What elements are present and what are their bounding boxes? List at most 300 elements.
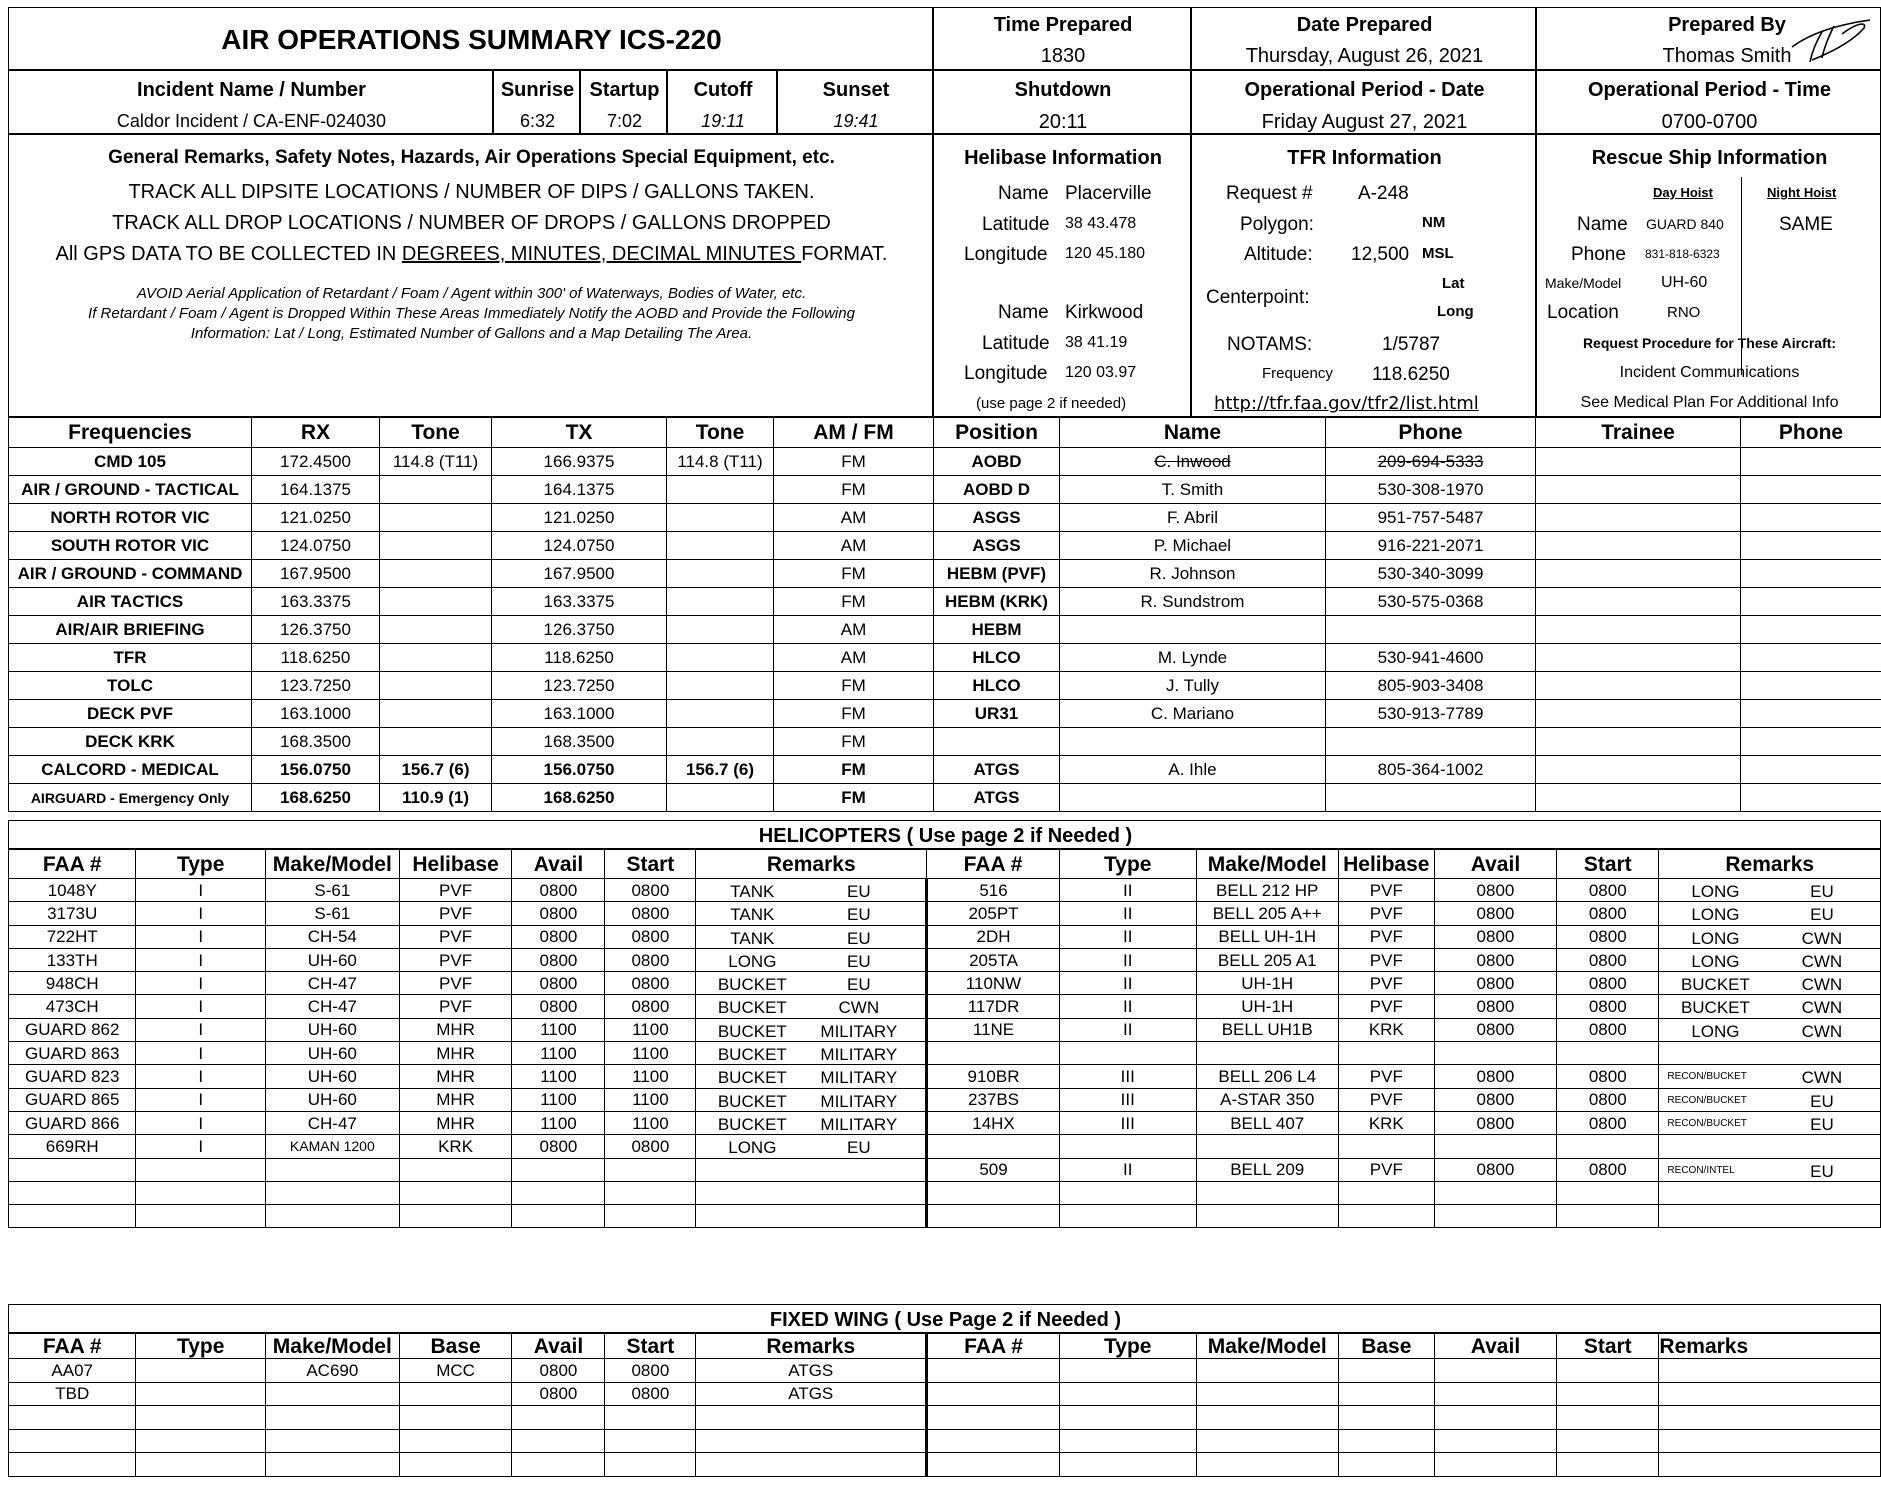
table-cell[interactable]: PVF [399, 948, 512, 971]
table-cell[interactable] [9, 1158, 136, 1181]
table-cell[interactable]: PVF [1338, 1158, 1434, 1181]
table-cell[interactable] [1434, 1042, 1556, 1065]
incident-value[interactable]: Caldor Incident / CA-ENF-024030 [116, 111, 387, 131]
table-cell[interactable]: MHR [399, 1042, 512, 1065]
table-cell[interactable]: 0800 [605, 1135, 696, 1158]
table-cell[interactable]: II [1059, 925, 1196, 948]
table-cell[interactable] [1659, 1453, 1881, 1477]
table-cell[interactable]: 0800 [1434, 1088, 1556, 1111]
table-cell[interactable] [1338, 1181, 1434, 1204]
remarks-cell[interactable] [1659, 902, 1881, 925]
table-cell[interactable]: AC690 [265, 1359, 399, 1383]
table-cell[interactable]: II [1059, 972, 1196, 995]
table-cell[interactable]: PVF [1338, 1065, 1434, 1088]
table-cell[interactable]: 722HT [9, 925, 136, 948]
remarks-cell[interactable] [1659, 948, 1881, 971]
remarks-cell[interactable] [1659, 972, 1881, 995]
table-cell[interactable] [512, 1429, 605, 1453]
table-cell[interactable]: TBD [9, 1382, 136, 1406]
table-cell[interactable] [927, 1181, 1060, 1204]
table-cell[interactable]: 0800 [1557, 1088, 1659, 1111]
tfr-block: TFR Information Request # A-248 Polygon: NM Altitude: 12,500 MSL Centerpoint: Lat Long NOTAMS: 1/5787 Frequency 118.6250 http://tfr.faa.gov/tfr2/list.html [1191, 134, 1536, 417]
table-cell[interactable]: GUARD 863 [9, 1042, 136, 1065]
remarks-cell[interactable] [1659, 995, 1881, 1018]
table-cell[interactable] [1434, 1382, 1556, 1406]
table-cell[interactable] [1196, 1406, 1338, 1430]
table-cell[interactable] [1059, 1382, 1196, 1406]
table-cell[interactable]: 948CH [9, 972, 136, 995]
table-cell[interactable]: 0800 [1434, 1018, 1556, 1041]
table-cell[interactable]: I [136, 1042, 266, 1065]
table-cell[interactable]: 1100 [512, 1065, 605, 1088]
table-cell[interactable] [9, 1453, 136, 1477]
table-cell[interactable]: III [1059, 1065, 1196, 1088]
table-cell[interactable]: I [136, 925, 266, 948]
table-cell[interactable] [265, 1429, 399, 1453]
table-cell[interactable]: GUARD 862 [9, 1018, 136, 1041]
table-cell[interactable]: I [136, 972, 266, 995]
table-cell[interactable] [1434, 1429, 1556, 1453]
table-cell[interactable]: 0800 [512, 948, 605, 971]
remarks-cell[interactable] [1659, 1135, 1881, 1158]
table-cell[interactable]: PVF [399, 972, 512, 995]
remarks-cell[interactable] [696, 995, 927, 1018]
remarks-cell[interactable] [1659, 1018, 1881, 1041]
table-cell[interactable] [1434, 1359, 1556, 1383]
table-cell[interactable] [1557, 1429, 1659, 1453]
table-cell[interactable]: III [1059, 1088, 1196, 1111]
table-cell[interactable]: GUARD 865 [9, 1088, 136, 1111]
remarks-cell[interactable] [696, 1158, 927, 1181]
table-cell[interactable]: S-61 [265, 902, 399, 925]
prepared-by-value[interactable]: Thomas Smith [1662, 45, 1792, 67]
table-cell[interactable] [1059, 1429, 1196, 1453]
table-cell[interactable]: 0800 [1557, 1111, 1659, 1134]
table-cell[interactable] [265, 1406, 399, 1430]
table-cell[interactable] [1557, 1382, 1659, 1406]
table-cell[interactable] [1659, 1429, 1881, 1453]
table-cell[interactable]: 0800 [605, 1359, 696, 1383]
table-cell[interactable] [1434, 1453, 1556, 1477]
table-cell[interactable]: 0800 [1557, 995, 1659, 1018]
table-cell[interactable]: BELL 212 HP [1196, 879, 1338, 902]
table-cell[interactable] [927, 1429, 1060, 1453]
remarks-cell[interactable] [1659, 1181, 1881, 1204]
table-cell[interactable]: I [136, 948, 266, 971]
table-cell[interactable]: 1048Y [9, 879, 136, 902]
table-cell[interactable] [1059, 1359, 1196, 1383]
table-cell[interactable]: 0800 [512, 925, 605, 948]
table-cell[interactable]: II [1059, 1018, 1196, 1041]
table-cell[interactable]: UH-60 [265, 948, 399, 971]
table-cell[interactable]: 1100 [605, 1065, 696, 1088]
table-cell[interactable] [1196, 1205, 1338, 1228]
remarks-cell[interactable] [1659, 1158, 1881, 1181]
table-cell[interactable] [927, 1042, 1060, 1065]
table-cell[interactable] [605, 1406, 696, 1430]
table-cell[interactable] [1059, 1406, 1196, 1430]
table-cell[interactable]: ATGS [696, 1382, 927, 1406]
date-prepared-value[interactable]: Thursday, August 26, 2021 [1245, 45, 1484, 67]
table-cell[interactable] [399, 1158, 512, 1181]
table-cell[interactable]: MHR [399, 1065, 512, 1088]
table-cell[interactable] [605, 1205, 696, 1228]
table-cell[interactable] [1557, 1181, 1659, 1204]
table-cell[interactable]: KRK [399, 1135, 512, 1158]
table-cell[interactable]: 110NW [927, 972, 1060, 995]
table-cell[interactable] [1196, 1135, 1338, 1158]
table-cell[interactable]: I [136, 1088, 266, 1111]
table-cell[interactable]: 0800 [1434, 902, 1556, 925]
table-cell[interactable] [696, 1453, 927, 1477]
table-cell[interactable]: 0800 [512, 879, 605, 902]
table-cell[interactable] [399, 1205, 512, 1228]
table-cell[interactable]: ATGS [696, 1359, 927, 1383]
table-cell[interactable]: 1100 [512, 1088, 605, 1111]
table-cell[interactable]: 1100 [605, 1042, 696, 1065]
table-cell[interactable]: UH-60 [265, 1088, 399, 1111]
table-cell[interactable]: UH-60 [265, 1065, 399, 1088]
remarks-cell[interactable] [696, 879, 927, 902]
table-cell[interactable]: AA07 [9, 1359, 136, 1383]
table-cell[interactable]: II [1059, 948, 1196, 971]
table-cell[interactable]: 669RH [9, 1135, 136, 1158]
table-cell[interactable] [1659, 1359, 1881, 1383]
table-cell[interactable]: 2DH [927, 925, 1060, 948]
table-cell[interactable]: CH-54 [265, 925, 399, 948]
table-cell[interactable] [136, 1429, 266, 1453]
table-cell[interactable]: KAMAN 1200 [265, 1135, 399, 1158]
table-cell[interactable]: PVF [399, 902, 512, 925]
table-cell[interactable] [1196, 1042, 1338, 1065]
remarks-cell[interactable] [1659, 1205, 1881, 1228]
table-cell[interactable]: KRK [1338, 1111, 1434, 1134]
remarks-status: EU [1810, 905, 1834, 925]
table-cell[interactable] [1338, 1359, 1434, 1383]
remarks-kind: BUCKET [717, 1045, 787, 1065]
table-cell[interactable] [1059, 1042, 1196, 1065]
table-row: ASGS P. Michael 916-221-2071 [934, 532, 1881, 560]
table-cell[interactable] [1059, 1181, 1196, 1204]
table-cell[interactable] [9, 1429, 136, 1453]
table-cell[interactable]: 0800 [512, 995, 605, 1018]
table-cell[interactable] [1196, 1453, 1338, 1477]
table-cell[interactable] [1338, 1382, 1434, 1406]
table-cell[interactable]: I [136, 1135, 266, 1158]
table-cell[interactable] [927, 1382, 1060, 1406]
table-cell[interactable] [696, 1406, 927, 1430]
table-cell[interactable]: 3173U [9, 902, 136, 925]
table-cell[interactable]: 237BS [927, 1088, 1060, 1111]
table-cell[interactable]: 0800 [1434, 1111, 1556, 1134]
table-cell[interactable]: II [1059, 995, 1196, 1018]
table-cell[interactable]: 0800 [512, 972, 605, 995]
table-cell[interactable]: 0800 [1434, 1158, 1556, 1181]
remarks-status: CWN [1801, 928, 1843, 948]
table-cell[interactable] [1557, 1042, 1659, 1065]
table-cell[interactable]: GUARD 866 [9, 1111, 136, 1134]
table-cell[interactable]: I [136, 1111, 266, 1134]
table-cell[interactable]: 0800 [1557, 1158, 1659, 1181]
table-cell[interactable] [1338, 1406, 1434, 1430]
table-cell[interactable]: III [1059, 1111, 1196, 1134]
table-cell[interactable]: 0800 [512, 1382, 605, 1406]
table-cell[interactable]: MCC [399, 1359, 512, 1383]
remarks-cell[interactable] [696, 1042, 927, 1065]
table-cell[interactable]: 0800 [605, 925, 696, 948]
table-row [9, 1158, 1881, 1181]
table-cell[interactable]: PVF [1338, 995, 1434, 1018]
table-cell[interactable]: 0800 [512, 1359, 605, 1383]
remarks-cell[interactable] [1659, 1042, 1881, 1065]
table-cell[interactable]: BELL 209 [1196, 1158, 1338, 1181]
table-cell[interactable] [9, 1181, 136, 1204]
table-cell[interactable] [136, 1453, 266, 1477]
table-cell[interactable] [1059, 1453, 1196, 1477]
table-cell[interactable]: BELL 205 A++ [1196, 902, 1338, 925]
startup-block: Startup 7:02 [580, 70, 667, 134]
table-cell[interactable]: 0800 [1434, 995, 1556, 1018]
table-cell[interactable] [1196, 1429, 1338, 1453]
table-cell[interactable] [512, 1453, 605, 1477]
table-cell[interactable]: 0800 [605, 879, 696, 902]
table-cell[interactable] [265, 1181, 399, 1204]
table-cell[interactable]: II [1059, 902, 1196, 925]
remarks-cell[interactable] [696, 1065, 927, 1088]
table-cell[interactable] [696, 1429, 927, 1453]
table-cell[interactable] [927, 1135, 1060, 1158]
table-cell[interactable]: A-STAR 350 [1196, 1088, 1338, 1111]
table-cell[interactable]: 0800 [1557, 972, 1659, 995]
table-cell[interactable]: 0800 [1434, 948, 1556, 971]
table-cell[interactable]: 0800 [605, 902, 696, 925]
table-cell[interactable]: 0800 [605, 948, 696, 971]
table-cell[interactable]: CH-47 [265, 995, 399, 1018]
table-cell[interactable]: S-61 [265, 879, 399, 902]
table-cell[interactable] [1557, 1406, 1659, 1430]
table-cell[interactable] [1338, 1429, 1434, 1453]
table-cell[interactable] [136, 1406, 266, 1430]
table-cell[interactable]: UH-60 [265, 1018, 399, 1041]
table-cell[interactable]: 0800 [1434, 879, 1556, 902]
table-cell[interactable]: PVF [1338, 925, 1434, 948]
table-cell[interactable]: 1100 [605, 1088, 696, 1111]
table-cell[interactable] [1434, 1406, 1556, 1430]
table-cell[interactable]: UH-1H [1196, 972, 1338, 995]
table-cell[interactable]: 0800 [1434, 972, 1556, 995]
table-cell[interactable]: I [136, 879, 266, 902]
table-cell[interactable]: II [1059, 1158, 1196, 1181]
remarks-cell[interactable] [696, 925, 927, 948]
table-cell[interactable]: PVF [1338, 879, 1434, 902]
remarks-cell[interactable] [696, 1135, 927, 1158]
table-cell[interactable] [1196, 1382, 1338, 1406]
table-cell[interactable] [605, 1453, 696, 1477]
table-cell[interactable] [9, 1406, 136, 1430]
table-cell[interactable] [1557, 1453, 1659, 1477]
table-cell[interactable]: BELL UH1B [1196, 1018, 1338, 1041]
remarks-cell[interactable] [1659, 1065, 1881, 1088]
table-cell[interactable]: 1100 [605, 1111, 696, 1134]
table-cell[interactable]: CH-47 [265, 1111, 399, 1134]
table-cell[interactable]: KRK [1338, 1018, 1434, 1041]
table-cell[interactable]: 0800 [512, 1135, 605, 1158]
remarks-kind: BUCKET [717, 1068, 787, 1088]
table-cell[interactable]: PVF [1338, 972, 1434, 995]
table-cell[interactable]: 910BR [927, 1065, 1060, 1088]
table-cell[interactable]: I [136, 995, 266, 1018]
table-cell[interactable] [136, 1158, 266, 1181]
table-cell[interactable] [1338, 1453, 1434, 1477]
table-row: AIR / GROUND - COMMAND 167.9500 167.9500 FM [9, 560, 934, 588]
table-cell[interactable]: PVF [1338, 902, 1434, 925]
table-cell[interactable] [1338, 1205, 1434, 1228]
table-cell[interactable] [399, 1181, 512, 1204]
table-cell[interactable]: 0800 [1557, 902, 1659, 925]
table-cell[interactable] [1434, 1181, 1556, 1204]
remarks-cell[interactable] [696, 1018, 927, 1041]
remarks-cell[interactable] [696, 1181, 927, 1204]
table-cell[interactable]: BELL UH-1H [1196, 925, 1338, 948]
table-cell[interactable]: 0800 [1557, 879, 1659, 902]
table-cell[interactable] [1659, 1382, 1881, 1406]
remarks-cell[interactable] [1659, 1111, 1881, 1134]
table-cell[interactable] [512, 1205, 605, 1228]
table-cell[interactable] [1059, 1205, 1196, 1228]
remarks-cell[interactable] [696, 948, 927, 971]
table-cell[interactable] [1059, 1135, 1196, 1158]
table-cell[interactable] [927, 1359, 1060, 1383]
table-cell[interactable]: BELL 407 [1196, 1111, 1338, 1134]
table-cell[interactable]: GUARD 823 [9, 1065, 136, 1088]
table-cell[interactable]: 11NE [927, 1018, 1060, 1041]
table-cell[interactable] [512, 1406, 605, 1430]
remarks-cell[interactable] [696, 1205, 927, 1228]
table-cell[interactable] [1196, 1181, 1338, 1204]
table-cell[interactable] [399, 1453, 512, 1477]
table-cell[interactable]: 509 [927, 1158, 1060, 1181]
table-cell[interactable] [265, 1158, 399, 1181]
tfr-link[interactable]: http://tfr.faa.gov/tfr2/list.html [1214, 393, 1479, 414]
remarks-status: EU [1810, 882, 1834, 901]
remarks-cell[interactable] [696, 902, 927, 925]
table-cell[interactable] [927, 1453, 1060, 1477]
table-cell[interactable] [605, 1158, 696, 1181]
time-prepared-value[interactable]: 1830 [1040, 45, 1086, 67]
table-cell[interactable] [9, 1205, 136, 1228]
table-cell[interactable] [265, 1205, 399, 1228]
table-row [9, 1429, 1881, 1453]
remarks-status: MILITARY [820, 1068, 898, 1088]
table-cell[interactable]: MHR [399, 1111, 512, 1134]
table-cell[interactable]: 205TA [927, 948, 1060, 971]
table-cell[interactable]: PVF [1338, 948, 1434, 971]
table-cell[interactable] [1338, 1042, 1434, 1065]
remarks-cell[interactable] [696, 1088, 927, 1111]
table-cell[interactable]: BELL 205 A1 [1196, 948, 1338, 971]
table-cell[interactable]: UH-1H [1196, 995, 1338, 1018]
table-cell[interactable] [1557, 1135, 1659, 1158]
table-cell[interactable] [512, 1158, 605, 1181]
table-cell[interactable]: 1100 [512, 1111, 605, 1134]
table-cell[interactable] [1557, 1205, 1659, 1228]
table-cell[interactable]: 516 [927, 879, 1060, 902]
table-cell[interactable] [136, 1382, 266, 1406]
table-cell[interactable]: MHR [399, 1088, 512, 1111]
table-cell[interactable] [1338, 1135, 1434, 1158]
table-cell[interactable] [605, 1181, 696, 1204]
table-cell[interactable]: CH-47 [265, 972, 399, 995]
table-cell[interactable]: 1100 [605, 1018, 696, 1041]
remarks-status: CWN [1801, 998, 1843, 1018]
table-cell[interactable]: 205PT [927, 902, 1060, 925]
table-cell[interactable] [1196, 1359, 1338, 1383]
table-cell[interactable] [136, 1205, 266, 1228]
table-cell[interactable] [399, 1429, 512, 1453]
table-cell[interactable]: I [136, 902, 266, 925]
table-cell[interactable] [1557, 1359, 1659, 1383]
table-cell[interactable] [927, 1205, 1060, 1228]
table-cell[interactable]: PVF [399, 879, 512, 902]
table-cell[interactable]: I [136, 1065, 266, 1088]
table-cell[interactable]: 14HX [927, 1111, 1060, 1134]
table-cell[interactable]: BELL 206 L4 [1196, 1065, 1338, 1088]
table-cell[interactable]: 0800 [512, 902, 605, 925]
table-cell[interactable]: MHR [399, 1018, 512, 1041]
remarks-cell[interactable] [696, 972, 927, 995]
table-cell[interactable]: 0800 [1434, 925, 1556, 948]
table-cell[interactable] [265, 1382, 399, 1406]
table-cell[interactable] [1434, 1135, 1556, 1158]
remarks-cell[interactable] [696, 1111, 927, 1134]
table-cell[interactable] [1659, 1406, 1881, 1430]
table-cell[interactable]: II [1059, 879, 1196, 902]
table-cell[interactable] [399, 1406, 512, 1430]
remarks-gps-line[interactable]: All GPS DATA TO BE COLLECTED IN DEGREES, MINUTES, DECIMAL MINUTES FORMAT. [55, 243, 888, 265]
table-cell[interactable]: PVF [399, 925, 512, 948]
table-cell[interactable]: 0800 [605, 1382, 696, 1406]
table-cell[interactable]: 1100 [512, 1018, 605, 1041]
table-cell[interactable]: I [136, 1018, 266, 1041]
table-cell[interactable] [136, 1181, 266, 1204]
table-cell[interactable]: 473CH [9, 995, 136, 1018]
table-cell[interactable]: 0800 [605, 972, 696, 995]
table-cell[interactable]: 0800 [1434, 1065, 1556, 1088]
fixed-wing-title-bar [8, 1304, 1881, 1333]
table-cell[interactable] [399, 1382, 512, 1406]
table-cell[interactable]: 133TH [9, 948, 136, 971]
table-cell[interactable] [265, 1453, 399, 1477]
table-cell[interactable]: 0800 [1557, 1018, 1659, 1041]
table-cell[interactable] [927, 1406, 1060, 1430]
table-cell[interactable]: PVF [399, 995, 512, 1018]
table-cell[interactable] [512, 1181, 605, 1204]
table-cell[interactable]: 0800 [1557, 1065, 1659, 1088]
table-cell[interactable]: PVF [1338, 1088, 1434, 1111]
table-cell[interactable] [605, 1429, 696, 1453]
table-cell[interactable]: UH-60 [265, 1042, 399, 1065]
remarks-cell[interactable] [1659, 879, 1881, 902]
remarks-cell[interactable] [1659, 1088, 1881, 1111]
remarks-cell[interactable] [1659, 925, 1881, 948]
table-cell[interactable]: 0800 [605, 995, 696, 1018]
table-cell[interactable] [1434, 1205, 1556, 1228]
table-cell[interactable]: 0800 [1557, 925, 1659, 948]
table-cell[interactable]: 0800 [1557, 948, 1659, 971]
table-cell[interactable]: 117DR [927, 995, 1060, 1018]
table-cell[interactable] [136, 1359, 266, 1383]
table-cell[interactable]: 1100 [512, 1042, 605, 1065]
